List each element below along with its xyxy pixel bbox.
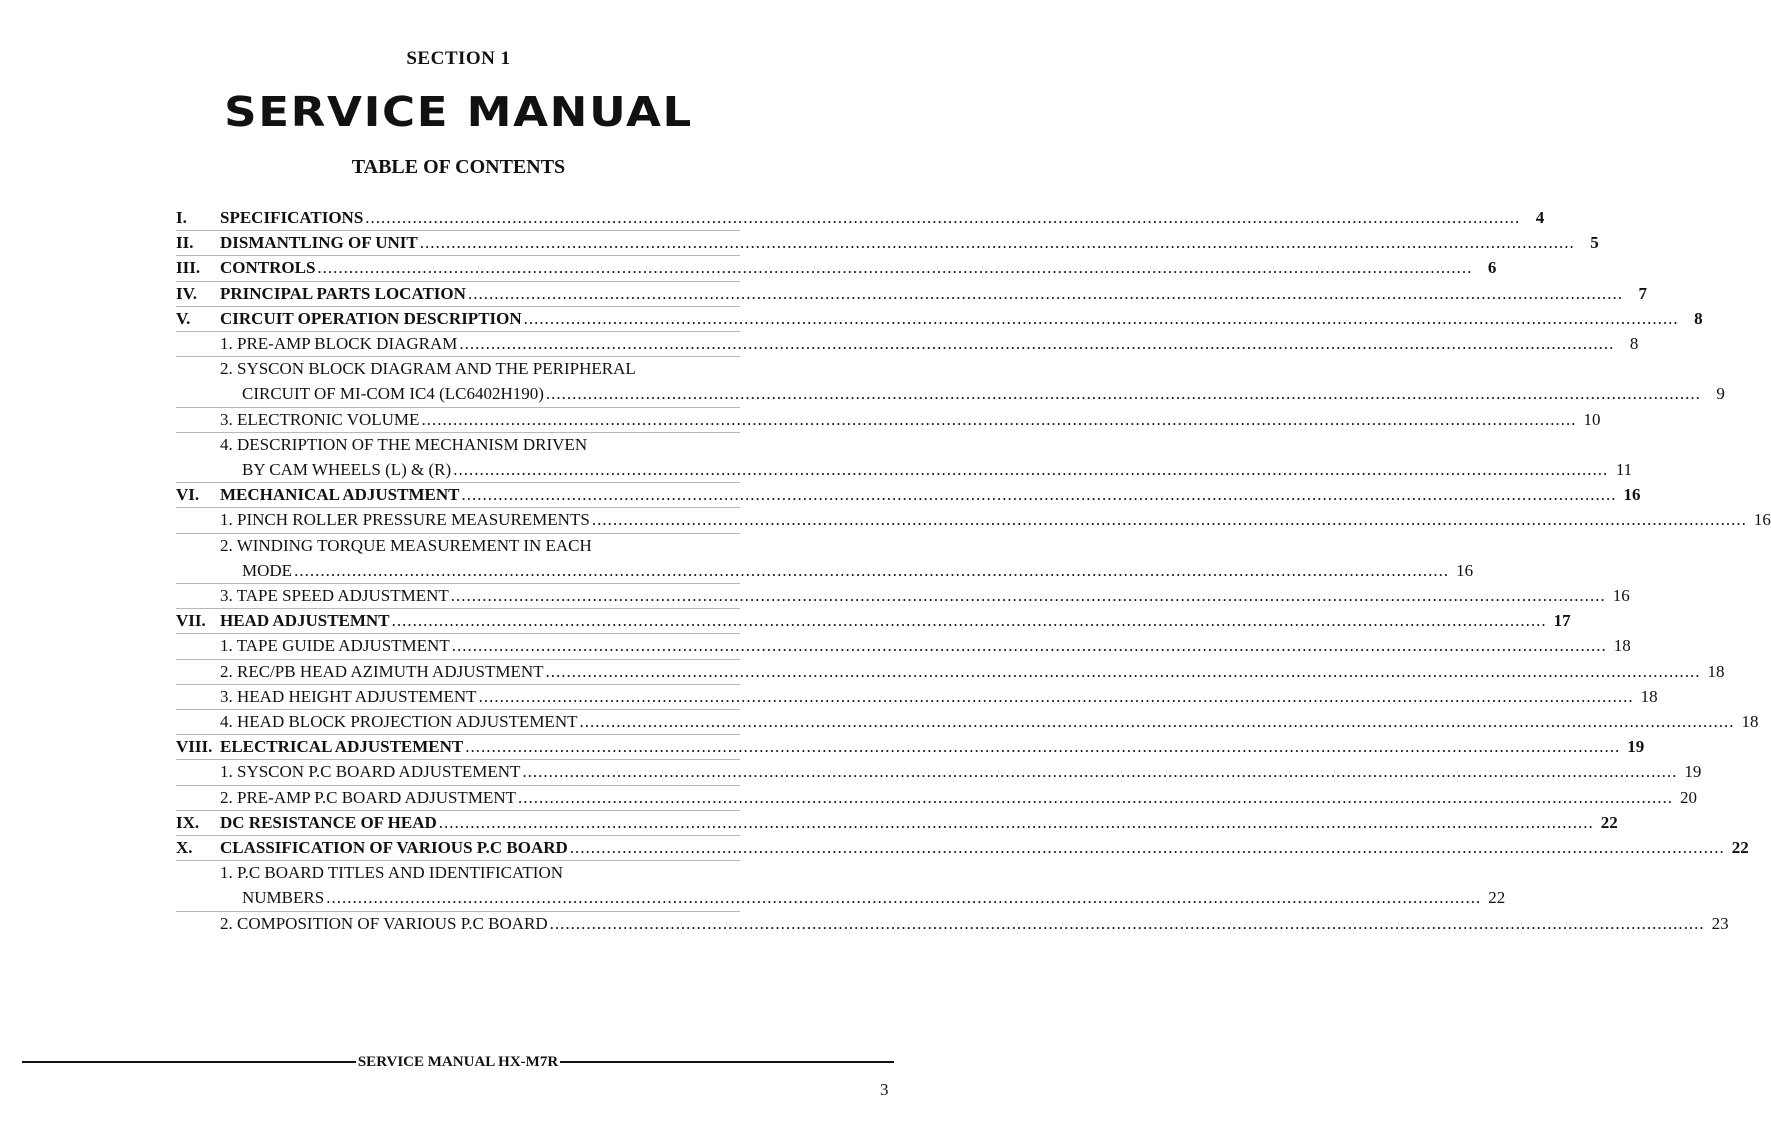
toc-entry xyxy=(242,559,1474,583)
toc-page-number: 23 xyxy=(1711,913,1729,933)
toc-entry-text: 3. HEAD HEIGHT ADJUSTEMENT xyxy=(220,686,477,706)
toc-entry xyxy=(220,307,1703,331)
toc-entry xyxy=(242,886,1506,910)
toc-entry-text: DC RESISTANCE OF HEAD xyxy=(220,812,437,832)
toc-entry xyxy=(220,534,740,558)
toc-entry-text: 1. PRE-AMP BLOCK DIAGRAM xyxy=(220,334,458,353)
toc-section-number: V. xyxy=(176,308,191,328)
toc-leader-dots: ............................................................................................................................................................................................................................ xyxy=(419,233,1575,253)
toc-leader-dots: ............................................................................................................................................................................................................................ xyxy=(591,510,1747,530)
toc-leader-dots: ............................................................................................................................................................................................................................ xyxy=(461,485,1617,505)
toc-entry xyxy=(220,483,1641,507)
toc-section-number: IX. xyxy=(176,812,200,832)
toc-subsection-row xyxy=(176,559,1474,583)
footer-rule-right xyxy=(560,1061,894,1063)
toc-heading: TABLE OF CONTENTS xyxy=(351,156,566,178)
toc-page-number: 22 xyxy=(1600,812,1618,832)
toc-entry xyxy=(220,786,1697,810)
toc-entry xyxy=(220,206,1545,230)
toc-subsection-row xyxy=(176,408,1601,432)
toc-entry xyxy=(220,861,740,885)
toc-entry-text: 3. ELECTRONIC VOLUME xyxy=(220,409,420,429)
toc-subsection-row xyxy=(176,357,740,381)
toc-section-row xyxy=(176,735,1645,759)
toc-entry-text: 2. PRE-AMP P.C BOARD ADJUSTMENT xyxy=(220,787,516,807)
toc-leader-dots: ............................................................................................................................................................................................................................ xyxy=(451,636,1607,656)
toc-leader-dots: ............................................................................................................................................................................................................................ xyxy=(365,208,1521,227)
toc-page-number: 18 xyxy=(1741,712,1759,731)
toc-leader-dots: ............................................................................................................................................................................................................................ xyxy=(545,384,1701,404)
toc-subsection-row xyxy=(176,685,1658,709)
toc-leader-dots: ............................................................................................................................................................................................................................ xyxy=(523,308,1679,328)
toc-leader-dots: ............................................................................................................................................................................................................................ xyxy=(465,737,1621,757)
toc-page-number: 18 xyxy=(1707,661,1725,681)
toc-entry-text: MECHANICAL ADJUSTMENT xyxy=(220,485,460,505)
toc-subsection-row xyxy=(176,584,1630,608)
toc-entry-text: 4. DESCRIPTION OF THE MECHANISM DRIVEN xyxy=(220,434,588,454)
toc-section-number: X. xyxy=(176,838,193,857)
toc-entry-text: 1. PINCH ROLLER PRESSURE MEASUREMENTS xyxy=(220,510,590,530)
toc-entry xyxy=(220,660,1725,684)
toc-page-number: 4 xyxy=(1535,208,1545,227)
toc-leader-dots: ............................................................................................................................................................................................................................ xyxy=(545,661,1701,681)
toc-entry-text: 2. SYSCON BLOCK DIAGRAM AND THE PERIPHERAL xyxy=(220,359,636,379)
toc-entry xyxy=(220,634,1631,658)
toc-leader-dots: ............................................................................................................................................................................................................................ xyxy=(317,258,1473,278)
toc-section-row xyxy=(176,811,1618,835)
toc-entry xyxy=(220,282,1647,306)
toc-entry-text: NUMBERS xyxy=(242,888,325,908)
toc-entry xyxy=(220,357,740,381)
toc-page-number: 16 xyxy=(1612,586,1630,605)
toc-entry xyxy=(220,609,1571,633)
toc-subsection-row xyxy=(176,508,1771,532)
toc-page-number: 22 xyxy=(1731,838,1749,857)
footer xyxy=(22,1050,894,1074)
toc-subsection-row xyxy=(176,710,1759,734)
toc-entry xyxy=(220,508,1771,532)
toc-leader-dots: ............................................................................................................................................................................................................................ xyxy=(453,460,1609,479)
toc-entry-text: 2. COMPOSITION OF VARIOUS P.C BOARD xyxy=(220,913,548,933)
toc-subsection-row xyxy=(176,382,1725,406)
toc-subsection-row xyxy=(176,332,1639,356)
toc-leader-dots: ............................................................................................................................................................................................................................ xyxy=(522,762,1678,782)
toc-page-number: 16 xyxy=(1456,560,1474,580)
toc-page-number: 19 xyxy=(1684,762,1702,782)
toc-entry-text: 2. REC/PB HEAD AZIMUTH ADJUSTMENT xyxy=(220,661,544,681)
toc-section-row xyxy=(176,609,1571,633)
toc-page-number: 5 xyxy=(1590,233,1599,253)
toc-leader-dots: ............................................................................................................................................................................................................................ xyxy=(391,611,1547,631)
toc-entry-text: 1. SYSCON P.C BOARD ADJUSTEMENT xyxy=(220,762,521,782)
toc-entry-text: CLASSIFICATION OF VARIOUS P.C BOARD xyxy=(220,838,568,857)
toc-section-row xyxy=(176,206,1545,230)
page-number: 3 xyxy=(880,1080,889,1099)
toc-entry-text: DISMANTLING OF UNIT xyxy=(220,233,418,253)
footer-text: SERVICE MANUAL HX-M7R xyxy=(357,1053,559,1070)
toc-entry-text: HEAD ADJUSTEMNT xyxy=(220,611,390,631)
toc-section-row xyxy=(176,836,1749,860)
toc-leader-dots: ............................................................................................................................................................................................................................ xyxy=(549,913,1705,933)
toc-entry xyxy=(220,912,1729,936)
toc-page-number: 16 xyxy=(1753,510,1771,530)
toc-subsection-row xyxy=(176,786,1697,810)
toc-entry-text: 1. P.C BOARD TITLES AND IDENTIFICATION xyxy=(220,863,563,883)
toc-entry xyxy=(220,408,1601,432)
toc-entry xyxy=(220,584,1630,608)
toc-entry xyxy=(220,231,1599,255)
toc-subsection-row xyxy=(176,660,1725,684)
toc-section-number: VI. xyxy=(176,485,200,505)
toc-page-number: 18 xyxy=(1640,686,1658,706)
toc-page-number: 19 xyxy=(1627,737,1645,757)
toc-subsection-row xyxy=(176,458,1633,482)
toc-page-number: 18 xyxy=(1613,636,1631,656)
toc-entry xyxy=(220,332,1639,356)
toc-entry xyxy=(220,685,1658,709)
toc-leader-dots: ............................................................................................................................................................................................................................ xyxy=(579,712,1735,731)
toc-section-number: VIII. xyxy=(176,737,213,757)
toc-entry xyxy=(220,811,1618,835)
toc-entry xyxy=(242,382,1725,406)
toc-page-number: 8 xyxy=(1629,334,1639,353)
toc-section-number: III. xyxy=(176,258,201,278)
toc-section-number: VII. xyxy=(176,611,206,631)
toc-entry xyxy=(242,458,1633,482)
toc-entry-text: 2. WINDING TORQUE MEASUREMENT IN EACH xyxy=(220,535,592,555)
toc-leader-dots: ............................................................................................................................................................................................................................ xyxy=(459,334,1615,353)
footer-rule-left xyxy=(22,1061,356,1063)
toc-section-row xyxy=(176,307,1703,331)
toc-page-number: 10 xyxy=(1583,409,1601,429)
toc-entry xyxy=(220,735,1645,759)
toc-page-number: 6 xyxy=(1487,258,1497,278)
section-label: SECTION 1 xyxy=(406,48,511,69)
toc-entry-text: 3. TAPE SPEED ADJUSTMENT xyxy=(220,586,449,605)
toc-section-row xyxy=(176,483,1641,507)
toc-subsection-row xyxy=(176,634,1631,658)
toc-entry-text: 4. HEAD BLOCK PROJECTION ADJUSTEMENT xyxy=(220,712,578,731)
toc-page-number: 7 xyxy=(1638,283,1647,303)
toc-section-row xyxy=(176,282,1647,306)
toc-page-number: 11 xyxy=(1615,460,1633,479)
toc-subsection-row xyxy=(176,886,1506,910)
toc-leader-dots: ............................................................................................................................................................................................................................ xyxy=(294,560,1450,580)
toc-leader-dots: ............................................................................................................................................................................................................................ xyxy=(450,586,1606,605)
toc-page-number: 20 xyxy=(1679,787,1697,807)
toc-subsection-row xyxy=(176,912,1729,936)
toc-entry xyxy=(220,433,740,457)
toc-entry xyxy=(220,760,1702,784)
toc-subsection-row xyxy=(176,760,1702,784)
toc-entry-text: CIRCUIT OF MI-COM IC4 (LC6402H190) xyxy=(242,384,544,404)
toc-entry-text: CIRCUIT OPERATION DESCRIPTION xyxy=(220,308,522,328)
toc-entry-text: MODE xyxy=(242,560,293,580)
toc-entry-text: CONTROLS xyxy=(220,258,316,278)
toc-entry-text: BY CAM WHEELS (L) & (R) xyxy=(242,460,452,479)
toc-page-number: 16 xyxy=(1623,485,1641,505)
toc-entry xyxy=(220,710,1759,734)
toc-entry xyxy=(220,836,1749,860)
toc-page-number: 17 xyxy=(1553,611,1571,631)
toc-leader-dots: ............................................................................................................................................................................................................................ xyxy=(569,838,1725,857)
toc-page-number: 9 xyxy=(1716,384,1725,404)
toc-section-number: II. xyxy=(176,233,194,253)
toc-section-row xyxy=(176,231,1599,255)
toc-leader-dots: ............................................................................................................................................................................................................................ xyxy=(326,888,1482,908)
toc-section-row xyxy=(176,256,1497,280)
toc-leader-dots: ............................................................................................................................................................................................................................ xyxy=(438,812,1594,832)
toc-page-number: 8 xyxy=(1694,308,1703,328)
toc-entry-text: 1. TAPE GUIDE ADJUSTMENT xyxy=(220,636,450,656)
toc-entry-text: PRINCIPAL PARTS LOCATION xyxy=(220,283,466,303)
toc-leader-dots: ............................................................................................................................................................................................................................ xyxy=(478,686,1634,706)
toc-entry xyxy=(220,256,1497,280)
toc-leader-dots: ............................................................................................................................................................................................................................ xyxy=(517,787,1673,807)
toc-subsection-row xyxy=(176,534,740,558)
page-title: SERVICE MANUAL xyxy=(224,88,693,136)
toc-entry-text: ELECTRICAL ADJUSTEMENT xyxy=(220,737,464,757)
toc-subsection-row xyxy=(176,433,740,457)
toc-section-number: IV. xyxy=(176,283,197,303)
toc-section-number: I. xyxy=(176,208,187,227)
toc-leader-dots: ............................................................................................................................................................................................................................ xyxy=(421,409,1577,429)
toc-entry-text: SPECIFICATIONS xyxy=(220,208,364,227)
toc-page-number: 22 xyxy=(1488,888,1506,908)
toc-subsection-row xyxy=(176,861,740,885)
toc-leader-dots: ............................................................................................................................................................................................................................ xyxy=(467,283,1623,303)
